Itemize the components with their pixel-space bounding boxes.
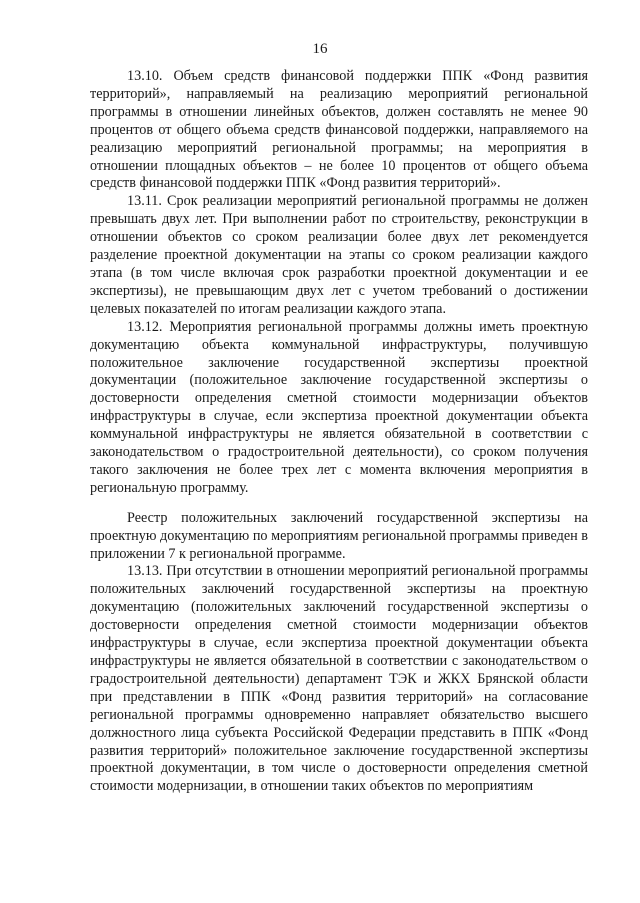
paragraph-13-10: 13.10. Объем средств финансовой поддержки ППК «Фонд развития территорий», направляемый на реализацию мероприятий региональной программы в отношении линейных объектов, должен составлять не менее 90 процентов от общего объема средств финансовой поддержки, направляемого на реализацию мероприятий региональной программы; на мероприятия в отношении площадных объектов – не более 10 процентов от общего объема средств финансовой поддержки ППК «Фонд развития территорий». — [90, 68, 588, 192]
paragraph-13-12: 13.12. Мероприятия региональной программы должны иметь проектную документацию объекта коммунальной инфраструктуры, получившую положительное заключение государственной экспертизы проектной документации (положительное заключение государственной экспертизы о достоверности определения сметной стоимости модернизации объектов инфраструктуры в случае, если экспертиза проектной документации объекта коммунальной инфраструктуры не является обязательной в соответствии с законодательством о градостроительной деятельности), со сроком получения такого заключения не более трех лет с момента включения мероприятия в региональную программу. — [90, 318, 588, 496]
paragraph-registry: Реестр положительных заключений государственной экспертизы на проектную документацию по мероприятиям региональной программы приведен в приложении 7 к региональной программе. — [90, 509, 588, 562]
page-number: 16 — [312, 41, 328, 57]
document-body — [90, 68, 588, 796]
paragraph-13-13: 13.13. При отсутствии в отношении мероприятий региональной программы положительных заключений государственной экспертизы на проектную документацию (положительных заключений государственной экспертизы о достоверности определения сметной стоимости модернизации объектов инфраструктуры в случае, если экспертиза проектной документации объекта инфраструктуры не является обязательной в соответствии с законодательством о градостроительной деятельности) департамент ТЭК и ЖКХ Брянской области при представлении в ППК «Фонд развития территорий» на согласование региональной программы одновременно направляет обязательство высшего должностного лица субъекта Российской Федерации представить в ППК «Фонд развития территорий» положительное заключение государственной экспертизы проектной документации, в том числе о достоверности определения сметной стоимости модернизации, в отношении таких объектов по мероприятиям — [90, 563, 588, 795]
paragraph-13-11: 13.11. Срок реализации мероприятий региональной программы не должен превышать двух лет. При выполнении работ по строительству, реконструкции в отношении объектов со сроком реализации более двух лет рекомендуется разделение проектной документации на этапы со сроком реализации каждого этапа (в том числе включая срок разработки проектной документации и ее экспертизы), не превышающим двух лет с учетом требований о достижении целевых показателей по итогам реализации каждого этапа. — [90, 193, 588, 317]
